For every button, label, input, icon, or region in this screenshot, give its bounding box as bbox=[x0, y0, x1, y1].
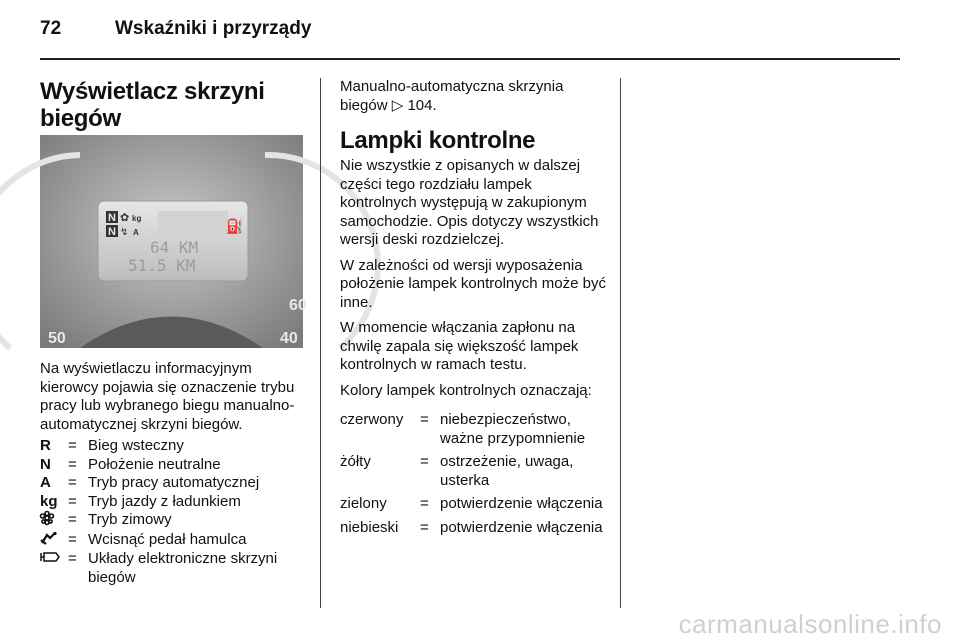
color-row: zielony = potwierdzenie włączenia bbox=[340, 495, 610, 519]
gauge-label-40: 40 bbox=[280, 330, 298, 347]
lamps-paragraph: W zależności od wersji wyposażenia położenie lampek kontrolnych może być inne. bbox=[340, 256, 606, 311]
symbol-kg: kg bbox=[40, 492, 58, 510]
color-meaning: potwierdzenie włączenia bbox=[440, 518, 603, 536]
definition-row: = Wcisnąć pedał hamulca bbox=[40, 531, 305, 551]
column-divider-2 bbox=[620, 78, 621, 608]
transmission-reference: Manualno-automatyczna skrzynia biegów ▷ 104. bbox=[340, 78, 564, 114]
definition-text: Wcisnąć pedał hamulca bbox=[88, 530, 247, 548]
definition-text: Bieg wsteczny bbox=[88, 437, 184, 454]
gauge-label-50: 50 bbox=[48, 330, 66, 347]
color-row: czerwony = niebezpieczeństwo, ważne przypomnienie bbox=[340, 411, 610, 453]
lamps-paragraph: Kolory lampek kontrolnych oznaczają: bbox=[340, 381, 592, 399]
color-name: niebieski bbox=[340, 518, 399, 536]
definition-row: A = Tryb pracy automatycznej bbox=[40, 474, 305, 493]
color-name: żółty bbox=[340, 453, 371, 470]
definition-text: Tryb pracy automatycznej bbox=[88, 474, 260, 491]
color-name: czerwony bbox=[340, 411, 404, 428]
gauge-label-60: 60 bbox=[289, 297, 307, 314]
brake-pedal-icon bbox=[40, 531, 68, 551]
indicator-n-bottom: N bbox=[108, 226, 116, 238]
column-divider-1 bbox=[320, 78, 321, 608]
indicator-n-top: N bbox=[108, 212, 116, 224]
left-column-body bbox=[40, 360, 305, 587]
left-column-heading-block bbox=[40, 78, 305, 132]
section-heading-display: Wyświetlacz skrzyni biegów bbox=[40, 78, 265, 132]
definition-row: N = Położenie neutralne bbox=[40, 456, 305, 475]
color-row: żółty = ostrzeżenie, uwaga, usterka bbox=[340, 453, 610, 495]
section-heading-lamps: Lampki kontrolne bbox=[340, 127, 536, 154]
definition-row: = Układy elektroniczne skrzyni biegów bbox=[40, 550, 305, 587]
definition-text: Tryb jazdy z ładunkiem bbox=[88, 492, 241, 510]
instrument-cluster-photo bbox=[40, 135, 307, 348]
right-column bbox=[340, 78, 610, 542]
display-description: Na wyświetlaczu informacyjnym kierowcy pojawia się oznaczenie trybu pracy lub wybranego biegu manualno-automatycznej skrzyni biegów. bbox=[40, 360, 295, 433]
header-divider bbox=[40, 58, 900, 60]
page-header bbox=[40, 18, 900, 50]
definition-text: Układy elektroniczne skrzyni biegów bbox=[88, 550, 278, 586]
definition-text: Tryb zimowy bbox=[88, 511, 172, 528]
definition-row: = Tryb zimowy bbox=[40, 511, 305, 531]
arrow-right-icon: ▷ bbox=[391, 96, 404, 114]
color-name: zielony bbox=[340, 495, 387, 512]
indicator-a: A bbox=[133, 228, 139, 237]
lamps-paragraph: Nie wszystkie z opisanych w dalszej części tego rozdziału lampek kontrolnych występują w zakupionym samochodzie. Opis dotyczy wszystkich wersji deski rozdzielczej. bbox=[340, 157, 599, 248]
chapter-title: Wskaźniki i przyrządy bbox=[115, 18, 312, 39]
page-number: 72 bbox=[40, 18, 62, 39]
snowflake-icon bbox=[40, 511, 68, 531]
color-meaning: ostrzeżenie, uwaga, usterka bbox=[440, 453, 574, 489]
symbol-r: R bbox=[40, 437, 51, 454]
snowflake-icon: ✿ bbox=[120, 211, 130, 224]
display-line-1: 64 KM bbox=[150, 238, 199, 257]
color-meaning: niebezpieczeństwo, ważne przypomnienie bbox=[440, 411, 586, 447]
lamps-paragraph: W momencie włączania zapłonu na chwilę zapala się większość lampek kontrolnych w ramach testu. bbox=[340, 319, 579, 373]
transmission-fault-icon bbox=[40, 550, 68, 587]
definition-text: Położenie neutralne bbox=[88, 455, 221, 473]
definition-row: kg = Tryb jazdy z ładunkiem bbox=[40, 493, 305, 512]
symbol-definitions bbox=[40, 437, 305, 587]
lamp-color-definitions bbox=[340, 411, 610, 542]
brake-pedal-icon: ↯ bbox=[120, 227, 129, 238]
color-row: niebieski = potwierdzenie włączenia bbox=[340, 519, 610, 543]
color-meaning: potwierdzenie włączenia bbox=[440, 495, 603, 512]
definition-row: R = Bieg wsteczny bbox=[40, 437, 305, 456]
symbol-a: A bbox=[40, 474, 51, 491]
display-line-2: 51.5 KM bbox=[128, 256, 196, 275]
watermark: carmanualsonline.info bbox=[678, 609, 942, 639]
symbol-n: N bbox=[40, 455, 51, 473]
indicator-kg: kg bbox=[132, 214, 142, 223]
fuel-pump-icon: ⛽ bbox=[226, 219, 244, 235]
